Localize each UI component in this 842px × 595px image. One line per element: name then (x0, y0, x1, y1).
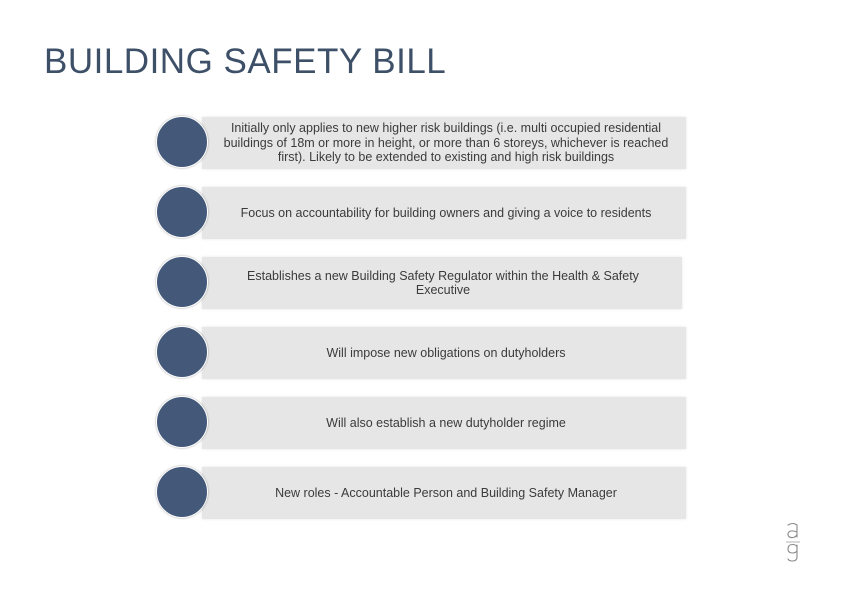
bullet-text: Will impose new obligations on dutyholders (326, 345, 566, 360)
bullet-text: Establishes a new Building Safety Regulator within the Health & Safety Executive (247, 268, 639, 297)
bullet-text: Will also establish a new dutyholder regime (326, 415, 566, 430)
bullet-circle-icon (156, 116, 208, 168)
bullet-circle-icon (156, 466, 208, 518)
ag-logo-icon (783, 522, 803, 562)
bullet-text: Focus on accountability for building owners and giving a voice to residents (240, 205, 652, 220)
bullet-box (202, 257, 682, 309)
bullet-box (202, 187, 686, 239)
bullet-text: Initially only applies to new higher risk buildings (i.e. multi occupied residential buildings of 18m or more in height, or more than 6 storeys, whichever is reached first). Likely to be extended to existing and high risk buildings (223, 121, 669, 165)
ag-monogram-logo (783, 522, 803, 562)
bullet-circle-icon (156, 326, 208, 378)
bullet-box (202, 397, 686, 449)
bullet-text: New roles - Accountable Person and Building Safety Manager (275, 485, 617, 500)
bullet-circle-icon (156, 186, 208, 238)
bullet-circle-icon (156, 396, 208, 448)
bullet-box (202, 467, 686, 519)
bullet-circle-icon (156, 256, 208, 308)
bullet-box (202, 117, 686, 169)
slide-title: BUILDING SAFETY BILL (44, 42, 447, 81)
bullet-box (202, 327, 686, 379)
